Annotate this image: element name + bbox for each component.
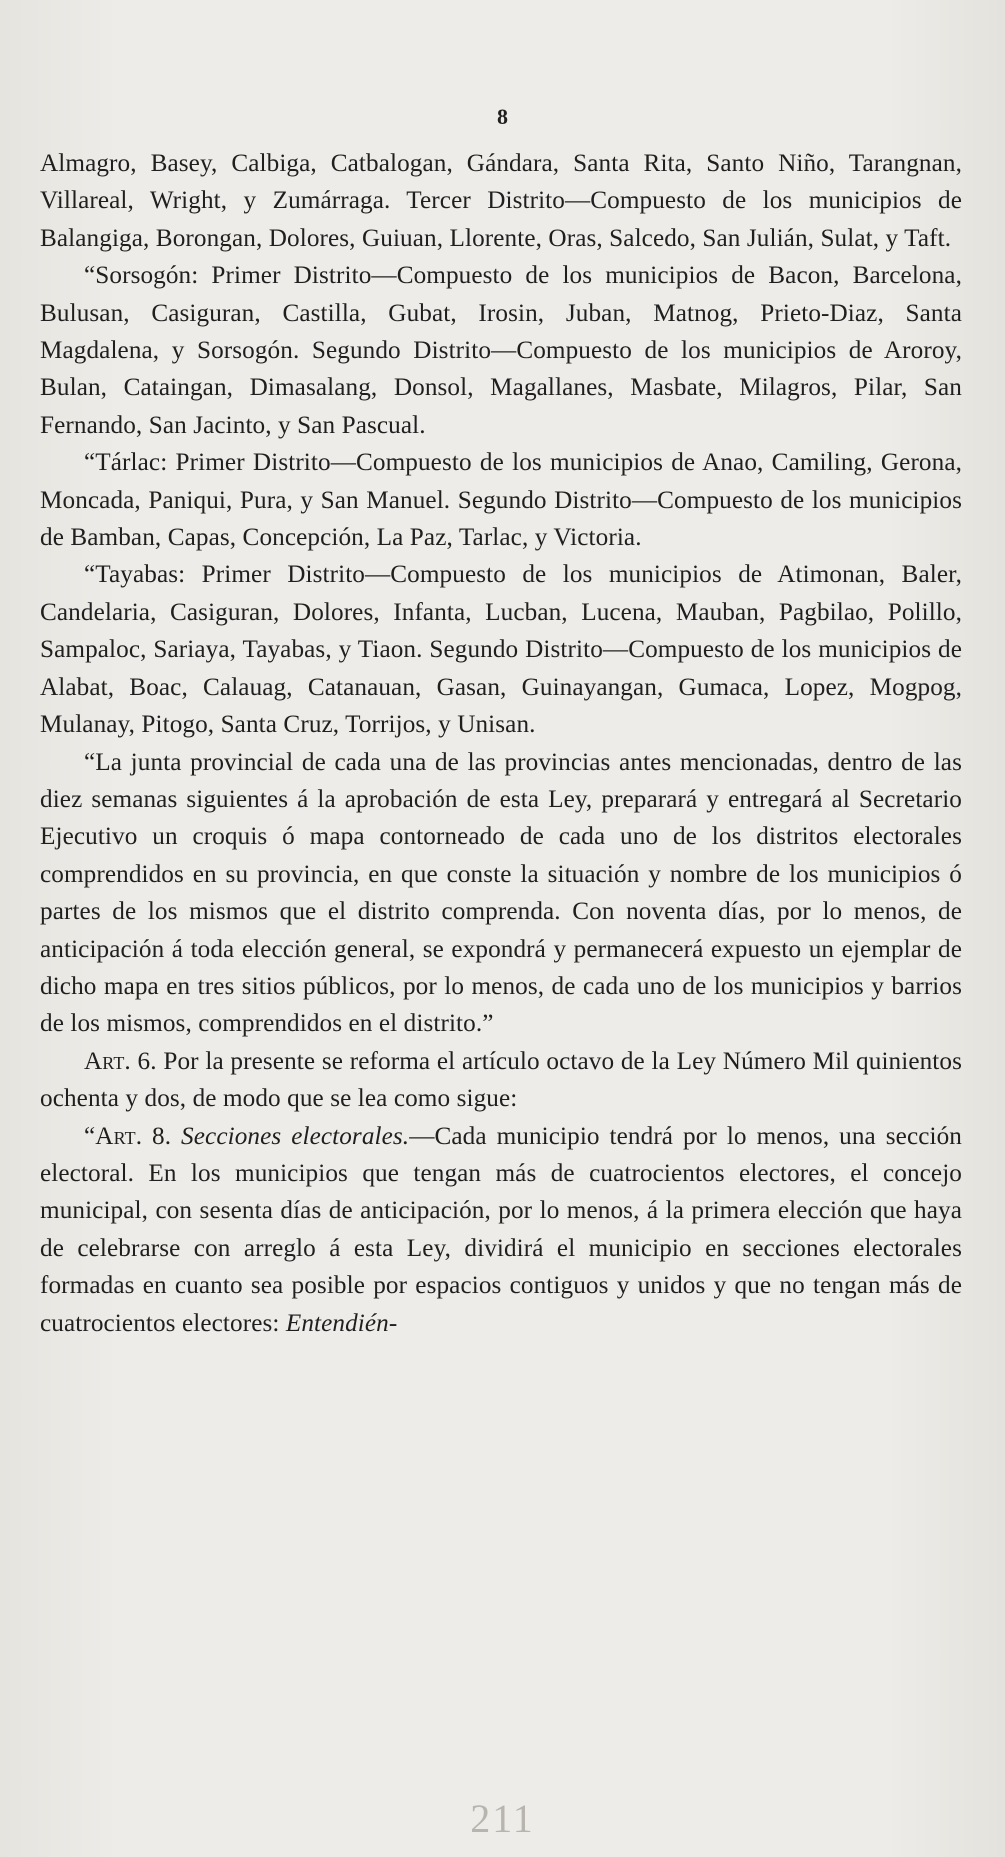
paragraph-article-8 <box>40 1118 962 1342</box>
section-title: Secciones electorales. <box>171 1122 410 1150</box>
paragraph-text: Almagro, Basey, Calbiga, Catbalogan, Gándara, Santa Rita, Santo Niño, Tarangnan, Villareal, Wright, y Zumárraga. Tercer Distrito—Compuesto de los municipios de Balangiga, Borongan, Dolores, Guiuan, Llorente, Oras, Salcedo, San Julián, Sulat, y Taft. <box>40 150 962 252</box>
paragraph-text: “Sorsogón: Primer Distrito—Compuesto de los municipios de Bacon, Barcelona, Bulusan, Casiguran, Castilla, Gubat, Irosin, Juban, Matnog, Prieto-Diaz, Santa Magdalena, y Sorsogón. Segundo Distrito—Compuesto de los municipios de Aroroy, Bulan, Cataingan, Dimasalang, Donsol, Magallanes, Masbate, Milagros, Pilar, San Fernando, San Jacinto, y San Pascual. <box>40 262 962 439</box>
paragraph-junta-provincial <box>40 744 962 1043</box>
paragraph-tayabas <box>40 556 962 743</box>
paragraph-samar-districts <box>40 145 962 257</box>
continued-word: Entendién- <box>279 1309 398 1337</box>
article-heading: Art. 6. <box>84 1047 157 1075</box>
paragraph-article-6 <box>40 1043 962 1118</box>
paragraph-text: Por la presente se reforma el artículo octavo de la Ley Número Mil quinientos ochenta y dos, de modo que se lea como sigue: <box>40 1047 963 1113</box>
page-number: 8 <box>497 104 508 129</box>
document-body <box>40 145 962 1342</box>
paragraph-text: —Cada municipio tendrá por lo menos, una sección electoral. En los municipios que tengan más de cuatrocientos electores, el concejo municipal, con sesenta días de anticipación, por lo menos, á la primera elección que haya de celebrarse con arreglo á esta Ley, dividirá el municipio en secciones electorales formadas en cuanto sea posible por espacios contiguos y unidos y que no tengan más de cuatrocientos electores: <box>40 1122 962 1337</box>
paragraph-text: “La junta provincial de cada una de las provincias antes mencionadas, dentro de las diez semanas siguientes á la aprobación de esta Ley, preparará y entregará al Secretario Ejecutivo un croquis ó mapa contorneado de cada uno de los distritos electorales comprendidos en su provincia, en que conste la situación y nombre de los municipios ó partes de los mismos que el distrito comprenda. Con noventa días, por lo menos, de anticipación á toda elección general, se expondrá y permanecerá expuesto un ejemplar de dicho mapa en tres sitios públicos, por lo menos, de cada uno de los municipios y barrios de los mismos, comprendidos en el distrito.” <box>40 748 962 1038</box>
article-heading: “Art. 8. <box>84 1122 172 1150</box>
paragraph-text: “Tayabas: Primer Distrito—Compuesto de los municipios de Atimonan, Baler, Candelaria, Casiguran, Dolores, Infanta, Lucban, Lucena, Mauban, Pagbilao, Polillo, Sampaloc, Sariaya, Tayabas, y Tiaon. Segundo Distrito—Compuesto de los municipios de Alabat, Boac, Calauag, Catanauan, Gasan, Guinayangan, Gumaca, Lopez, Mogpog, Mulanay, Pitogo, Santa Cruz, Torrijos, y Unisan. <box>40 561 962 739</box>
footer-page-stamp: 211 <box>470 1796 535 1841</box>
paragraph-sorsogon <box>40 257 962 444</box>
paragraph-text: “Tárlac: Primer Distrito—Compuesto de los municipios de Anao, Camiling, Gerona, Moncada, Paniqui, Pura, y San Manuel. Segundo Distrito—Compuesto de los municipios de Bamban, Capas, Concepción, La Paz, Tarlac, y Victoria. <box>40 449 962 552</box>
paragraph-tarlac <box>40 444 962 556</box>
